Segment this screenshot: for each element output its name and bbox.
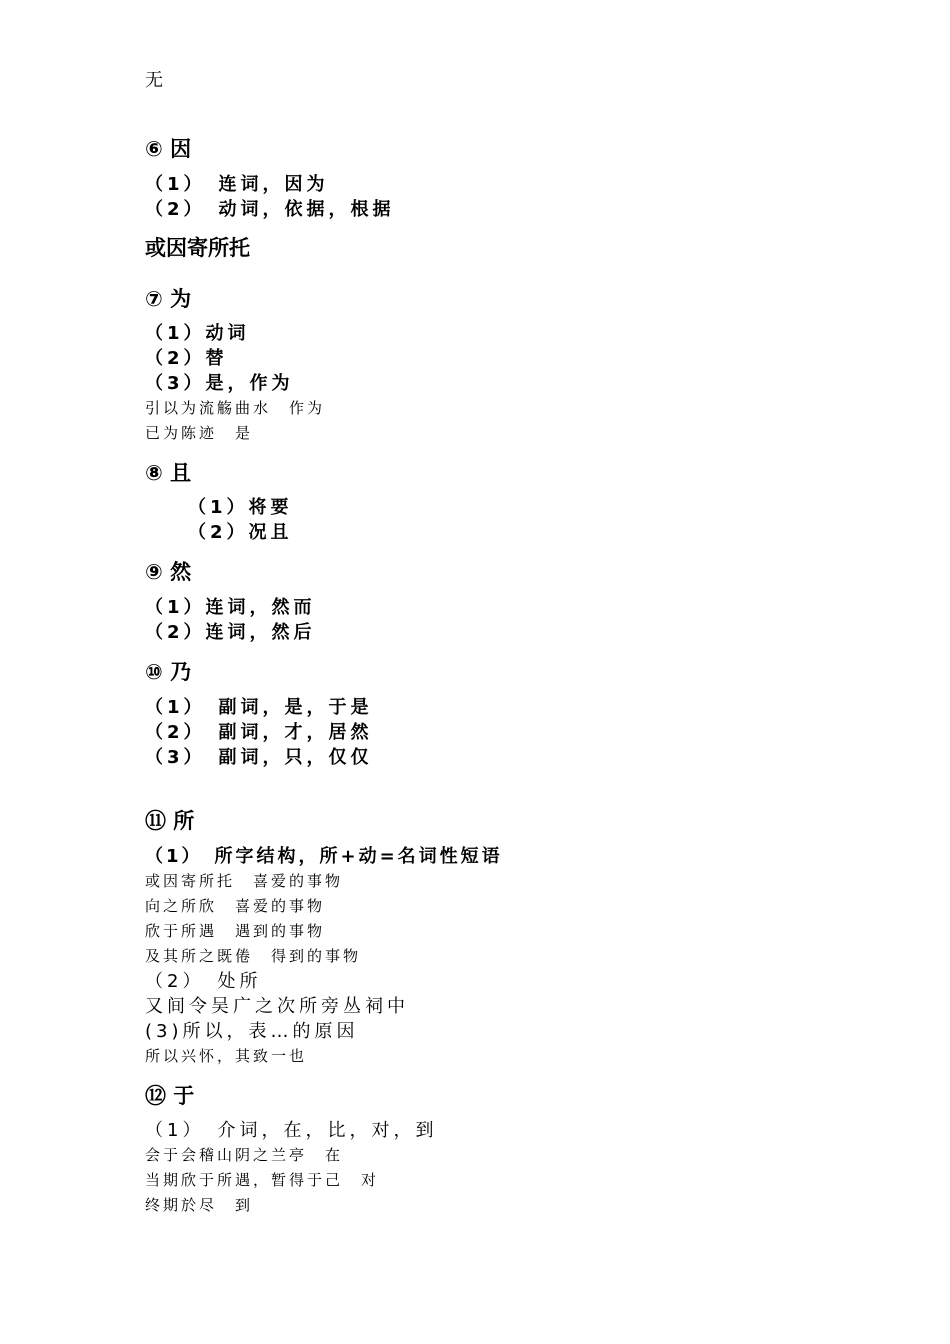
section-heading-suo: ⑪ 所 bbox=[145, 809, 195, 833]
text-line: (3)所以，表…的原因 bbox=[145, 1021, 359, 1042]
example-sentence: 会于会稽山阴之兰亭 在 bbox=[145, 1146, 344, 1164]
example-sentence: 所以兴怀，其致一也 bbox=[145, 1047, 308, 1065]
text-line: （1） 介词，在，比，对，到 bbox=[145, 1120, 438, 1141]
example-sentence: 或因寄所托 bbox=[145, 236, 250, 260]
text-line: （3）是，作为 bbox=[145, 373, 294, 394]
text-line: （3） 副词，只，仅仅 bbox=[145, 747, 373, 768]
example-sentence: 引以为流觞曲水 作为 bbox=[145, 399, 326, 417]
text-line: （1）动词 bbox=[145, 323, 250, 344]
example-sentence: 向之所欣 喜爱的事物 bbox=[145, 897, 326, 915]
example-sentence: 或因寄所托 喜爱的事物 bbox=[145, 872, 344, 890]
example-sentence: 及其所之既倦 得到的事物 bbox=[145, 947, 362, 965]
text-line: （2）连词，然后 bbox=[145, 622, 316, 643]
section-heading-yin: ⑥ 因 bbox=[145, 137, 192, 161]
text-line: 无 bbox=[145, 70, 163, 91]
text-line: （2）替 bbox=[145, 348, 228, 369]
example-sentence: 欣于所遇 遇到的事物 bbox=[145, 922, 326, 940]
example-sentence: 已为陈迹 是 bbox=[145, 424, 254, 442]
example-sentence: 又间令吴广之次所旁丛祠中 bbox=[145, 996, 409, 1017]
section-heading-wei: ⑦ 为 bbox=[145, 287, 192, 311]
text-line: （2）况且 bbox=[188, 522, 293, 543]
text-line: （2） 动词，依据，根据 bbox=[145, 199, 395, 220]
text-line: （2） 处所 bbox=[145, 971, 262, 992]
text-line: （2） 副词，才，居然 bbox=[145, 722, 373, 743]
text-line: （1） 所字结构，所+动=名词性短语 bbox=[145, 846, 503, 867]
example-sentence: 终期於尽 到 bbox=[145, 1196, 254, 1214]
example-sentence: 当期欣于所遇，暂得于己 对 bbox=[145, 1171, 380, 1189]
section-heading-nai: ⑩ 乃 bbox=[145, 660, 192, 684]
text-line: （1）将要 bbox=[188, 497, 293, 518]
text-line: （1） 连词，因为 bbox=[145, 174, 329, 195]
section-heading-ran: ⑨ 然 bbox=[145, 560, 192, 584]
section-heading-yu: ⑫ 于 bbox=[145, 1084, 195, 1108]
text-line: （1） 副词，是，于是 bbox=[145, 697, 373, 718]
text-line: （1）连词，然而 bbox=[145, 597, 316, 618]
section-heading-qie: ⑧ 且 bbox=[145, 461, 192, 485]
